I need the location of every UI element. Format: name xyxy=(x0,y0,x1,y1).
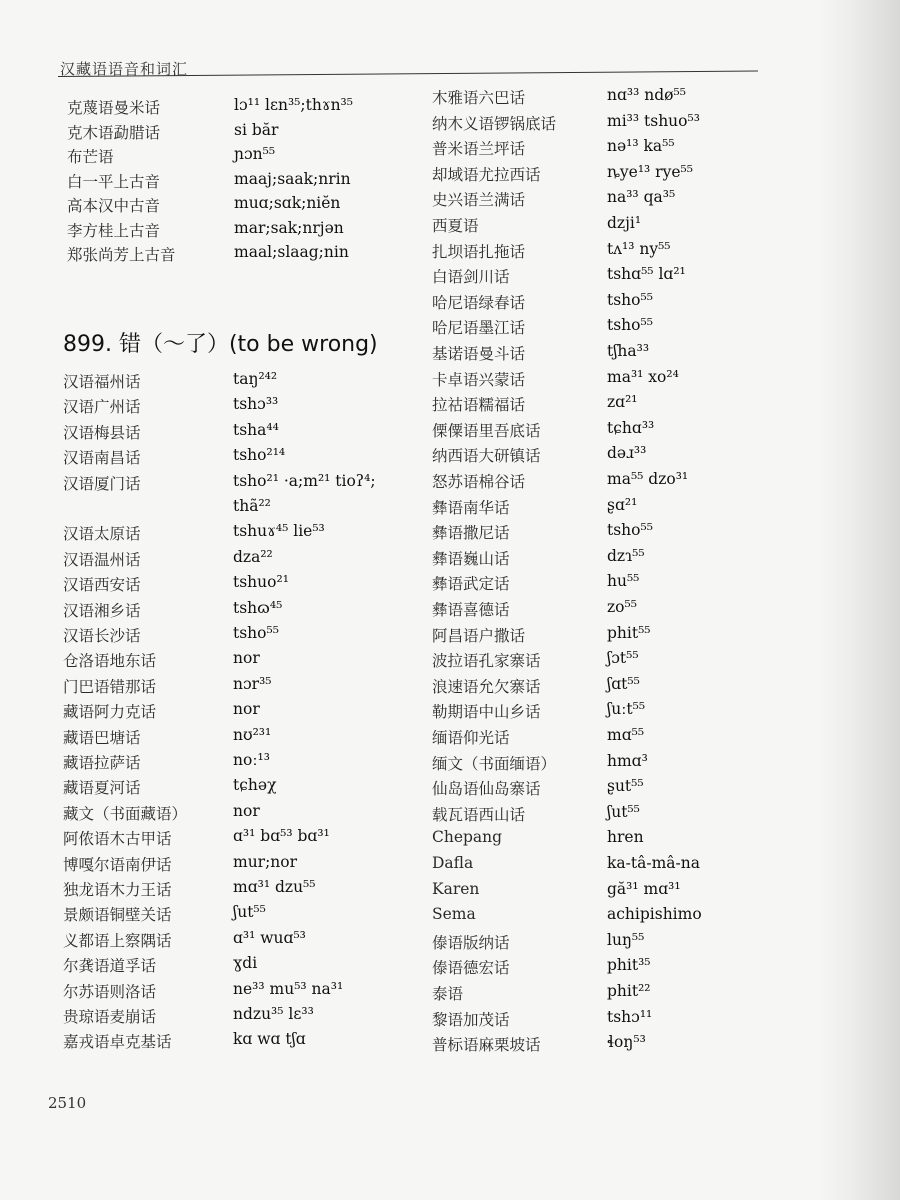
entry-row xyxy=(432,649,832,673)
word-form: ɬoŋ⁵³ xyxy=(607,1033,646,1052)
word-form: ʃɔt⁵⁵ xyxy=(607,649,639,668)
entry-row xyxy=(63,624,463,648)
entry-row xyxy=(67,219,467,243)
language-name: Dafla xyxy=(432,854,474,872)
language-name: 汉语太原话 xyxy=(63,525,141,544)
language-name: 缅语仰光话 xyxy=(432,729,510,747)
language-name: 怒苏语棉谷话 xyxy=(432,473,526,491)
language-name: 克蔑语曼米话 xyxy=(67,99,161,117)
language-name: 普标语麻栗坡话 xyxy=(432,1036,541,1055)
entry-row xyxy=(432,368,832,392)
entry-row xyxy=(432,419,832,443)
word-form: na³³ qa³⁵ xyxy=(607,188,676,207)
word-form: ne³³ mu⁵³ na³¹ xyxy=(233,979,344,998)
language-name: 藏语阿力克话 xyxy=(63,703,157,722)
word-form: taŋ²⁴² xyxy=(233,370,278,388)
language-name: 黎语加茂话 xyxy=(432,1010,510,1029)
language-name: 哈尼语绿春话 xyxy=(432,293,526,312)
word-form: tshuɤ⁴⁵ lie⁵³ xyxy=(233,522,325,541)
language-name: 藏文（书面藏语） xyxy=(63,804,188,823)
word-form: noː¹³ xyxy=(233,751,270,769)
word-form: ɣdi xyxy=(233,954,258,973)
language-name: 彝语武定话 xyxy=(432,575,510,594)
entry-row xyxy=(63,370,463,394)
entry-row xyxy=(67,243,467,267)
entry-row xyxy=(432,700,832,724)
entry-row xyxy=(67,145,467,169)
word-form: tshɔ³³ xyxy=(233,395,279,414)
word-form: zo⁵⁵ xyxy=(607,598,637,616)
entry-row xyxy=(432,1033,832,1057)
word-form: dəɹ³³ xyxy=(607,444,647,463)
word-form: ɑ³¹ wuɑ⁵³ xyxy=(233,928,306,947)
entry-row xyxy=(63,776,463,800)
language-name: 尔龚语道孚话 xyxy=(63,957,157,976)
language-name: 西夏语 xyxy=(432,217,479,235)
entry-row xyxy=(63,675,463,699)
word-form: tsha⁴⁴ xyxy=(233,420,279,439)
word-form: ndzu³⁵ lɛ³³ xyxy=(233,1005,314,1023)
language-name: 彝语撒尼话 xyxy=(432,524,510,543)
entry-row xyxy=(432,444,832,468)
entry-row xyxy=(63,954,463,978)
entry-row xyxy=(432,1008,832,1032)
word-form: nor xyxy=(233,649,260,668)
language-name: 彝语巍山话 xyxy=(432,549,510,568)
language-name: 汉语温州话 xyxy=(63,550,141,569)
word-form: tshuo²¹ xyxy=(233,573,289,592)
language-name: 缅文（书面缅语） xyxy=(432,754,557,773)
entry-row xyxy=(432,316,832,340)
entry-row xyxy=(432,752,832,776)
language-name: 阿侬语木古甲话 xyxy=(63,830,172,849)
word-form: tsho⁵⁵ xyxy=(607,316,653,335)
language-name: 哈尼语墨江话 xyxy=(432,319,526,338)
word-form: tshɷ⁴⁵ xyxy=(233,598,283,617)
language-name: 尔苏语则洛话 xyxy=(63,982,157,1001)
word-form: dzji¹ xyxy=(607,214,642,232)
entry-row xyxy=(63,878,463,902)
language-name: 傈僳语里吾底话 xyxy=(432,421,541,440)
language-name: 汉语福州话 xyxy=(63,373,141,391)
word-form: mi³³ tshuo⁵³ xyxy=(607,111,700,130)
word-form: ʂut⁵⁵ xyxy=(607,777,644,796)
word-form: ɑ³¹ bɑ⁵³ bɑ³¹ xyxy=(233,827,330,846)
language-name: 普米语兰坪话 xyxy=(432,140,526,159)
language-name: Chepang xyxy=(432,828,503,847)
entry-row xyxy=(432,726,832,750)
entry-row xyxy=(432,342,832,366)
language-name: Karen xyxy=(432,879,480,898)
section-title: 899. 错（～了）(to be wrong) xyxy=(63,332,378,357)
language-name: 仙岛语仙岛寨话 xyxy=(432,780,541,799)
running-header: 汉藏语语音和词汇 xyxy=(60,60,189,78)
word-form: mɑ⁵⁵ xyxy=(607,726,645,744)
language-name: 汉语厦门话 xyxy=(63,474,141,493)
entry-row xyxy=(63,395,463,419)
language-name: 纳西语大研镇话 xyxy=(432,447,541,466)
word-form: ma³¹ xo²⁴ xyxy=(607,367,679,386)
entry-row xyxy=(67,194,467,218)
entry-row xyxy=(432,291,832,315)
word-form: ka-tâ-mâ-na xyxy=(607,854,700,872)
entry-row xyxy=(63,827,463,851)
language-name: 汉语广州话 xyxy=(63,398,141,417)
language-name: 汉语西安话 xyxy=(63,576,141,595)
entry-row xyxy=(432,265,832,289)
word-form: ma⁵⁵ dzo³¹ xyxy=(607,470,689,488)
language-name: 傣语版纳话 xyxy=(432,933,510,952)
entry-row xyxy=(432,163,832,187)
entry-row xyxy=(432,777,832,801)
language-name: 载瓦语西山话 xyxy=(432,805,526,824)
entry-row xyxy=(63,700,463,724)
entry-row xyxy=(63,599,463,623)
language-name: 贵琼语麦崩话 xyxy=(63,1008,157,1026)
entry-row xyxy=(63,649,463,673)
language-name: 扎坝语扎拖话 xyxy=(432,242,526,261)
entry-row xyxy=(432,470,832,494)
entry-row xyxy=(67,96,467,120)
language-name: 木雅语六巴话 xyxy=(432,89,526,107)
word-form: gă³¹ mɑ³¹ xyxy=(607,879,681,898)
entry-row xyxy=(63,522,463,546)
language-name: 汉语南昌话 xyxy=(63,449,141,468)
word-form: luŋ⁵⁵ xyxy=(607,930,645,949)
word-form: lɔ¹¹ lɛn³⁵;thɤn³⁵ xyxy=(234,96,353,114)
language-name: 傣语德宏话 xyxy=(432,959,510,978)
language-name: 仓洛语地东话 xyxy=(63,652,157,671)
word-form: hmɑ³ xyxy=(607,751,648,770)
word-form: tsho⁵⁵ xyxy=(607,521,653,540)
word-form: ʃut⁵⁵ xyxy=(233,903,266,922)
language-name: 门巴语错那话 xyxy=(63,677,157,696)
entry-row xyxy=(67,170,467,194)
entry-row xyxy=(63,980,463,1004)
entry-row xyxy=(63,548,463,572)
language-name: 史兴语兰满话 xyxy=(432,191,526,210)
entry-row xyxy=(63,929,463,953)
entry-row xyxy=(432,393,832,417)
word-form: tɕhɑ³³ xyxy=(607,418,655,437)
entry-row-continuation xyxy=(63,497,463,521)
entry-row xyxy=(432,521,832,545)
language-name: 拉祜语糯福话 xyxy=(432,396,526,415)
entry-row xyxy=(63,1030,463,1054)
entry-row xyxy=(63,726,463,750)
entry-row xyxy=(432,828,832,852)
page-number: 2510 xyxy=(48,1094,87,1112)
word-form: ʃuːt⁵⁵ xyxy=(607,700,646,719)
word-form-continuation: thã²² xyxy=(233,497,271,515)
language-name: 汉语长沙话 xyxy=(63,627,141,645)
language-name: 布芒语 xyxy=(67,148,114,166)
entry-row xyxy=(63,573,463,597)
entry-row xyxy=(432,214,832,238)
entry-row xyxy=(432,188,832,212)
entry-row xyxy=(432,854,832,878)
language-name: 克木语勐腊话 xyxy=(67,123,161,142)
word-form: nʊ²³¹ xyxy=(233,725,272,744)
word-form: ʂɑ²¹ xyxy=(607,495,638,514)
word-form: tʃha³³ xyxy=(607,342,650,360)
entry-row xyxy=(63,802,463,826)
language-name: 阿昌语户撒话 xyxy=(432,626,526,645)
entry-row xyxy=(432,572,832,596)
language-name: 浪速语允欠寨话 xyxy=(432,677,541,696)
language-name: 泰语 xyxy=(432,985,464,1003)
entry-row xyxy=(63,853,463,877)
word-form: zɑ²¹ xyxy=(607,393,638,412)
word-form: mɑ³¹ dzu⁵⁵ xyxy=(233,878,316,896)
word-form: dza²² xyxy=(233,547,273,566)
language-name: 彝语喜德话 xyxy=(432,601,510,619)
language-name: 纳木义语锣锅底话 xyxy=(432,114,557,133)
word-form: tshɑ⁵⁵ lɑ²¹ xyxy=(607,265,686,284)
language-name: 彝语南华话 xyxy=(432,498,510,517)
entry-row xyxy=(432,112,832,136)
word-form: tshɔ¹¹ xyxy=(607,1007,653,1026)
word-form: maal;slaag;nin xyxy=(234,243,349,261)
language-name: 却域语尤拉西话 xyxy=(432,165,541,184)
entry-row xyxy=(63,472,463,496)
language-name: 基诺语曼斗话 xyxy=(432,345,526,363)
entry-row xyxy=(432,598,832,622)
language-name: 郑张尚芳上古音 xyxy=(67,246,176,264)
entry-row xyxy=(432,86,832,110)
word-form: tsho⁵⁵ xyxy=(233,624,279,642)
word-form: ȵye¹³ rye⁵⁵ xyxy=(607,162,693,181)
language-name: 李方桂上古音 xyxy=(67,221,161,240)
language-name: 高本汉中古音 xyxy=(67,197,161,215)
entry-row xyxy=(63,1005,463,1029)
entry-row xyxy=(432,956,832,980)
entry-row xyxy=(432,624,832,648)
entry-row xyxy=(432,240,832,264)
entry-row xyxy=(432,905,832,929)
entry-row xyxy=(63,421,463,445)
entry-row xyxy=(432,803,832,827)
word-form: mar;sak;nrjən xyxy=(234,218,344,237)
language-name: 独龙语木力王话 xyxy=(63,881,172,899)
word-form: tsho²¹ ·a;m²¹ tioʔ⁴; xyxy=(233,471,376,490)
entry-row xyxy=(432,982,832,1006)
language-name: 卡卓语兴蒙话 xyxy=(432,370,526,389)
word-form: dzɿ⁵⁵ xyxy=(607,546,645,565)
word-form: phit³⁵ xyxy=(607,956,651,975)
word-form: nor xyxy=(233,801,260,820)
entry-row xyxy=(63,751,463,775)
word-form: nɔr³⁵ xyxy=(233,674,272,693)
word-form: kɑ wɑ tʃɑ xyxy=(233,1030,306,1049)
entry-row xyxy=(432,547,832,571)
language-name: 景颇语铜壁关话 xyxy=(63,906,172,925)
word-form: ʃɑt⁵⁵ xyxy=(607,674,640,693)
word-form: tsho⁵⁵ xyxy=(607,290,653,309)
language-name: 藏语巴塘话 xyxy=(63,728,141,747)
language-name: 藏语拉萨话 xyxy=(63,754,141,772)
language-name: 勒期语中山乡话 xyxy=(432,703,541,722)
word-form: muɑ;sɑk;niĕn xyxy=(234,194,341,212)
entry-row xyxy=(432,880,832,904)
word-form: si băr xyxy=(234,120,279,139)
language-name: 白一平上古音 xyxy=(67,172,161,191)
entry-row xyxy=(432,931,832,955)
entry-row xyxy=(432,675,832,699)
entry-row xyxy=(432,496,832,520)
language-name: 白语剑川话 xyxy=(432,268,510,287)
word-form: achipishimo xyxy=(607,905,702,924)
word-form: mur;nor xyxy=(233,852,298,871)
word-form: nə¹³ ka⁵⁵ xyxy=(607,137,675,156)
language-name: 汉语梅县话 xyxy=(63,423,141,442)
word-form: tʌ¹³ ny⁵⁵ xyxy=(607,239,671,258)
entry-row xyxy=(67,121,467,145)
word-form: phit⁵⁵ xyxy=(607,623,651,642)
language-name: 嘉戎语卓克基话 xyxy=(63,1033,172,1052)
entry-row xyxy=(432,137,832,161)
language-name: Sema xyxy=(432,905,476,924)
word-form: ɲɔn⁵⁵ xyxy=(234,145,276,163)
language-name: 义都语上察隅话 xyxy=(63,931,172,950)
language-name: 波拉语孔家寨话 xyxy=(432,652,541,671)
entry-row xyxy=(63,903,463,927)
word-form: phit²² xyxy=(607,982,651,1000)
word-form: ʃut⁵⁵ xyxy=(607,802,640,821)
language-name: 博嘎尔语南伊话 xyxy=(63,855,172,874)
word-form: hren xyxy=(607,828,644,847)
language-name: 藏语夏河话 xyxy=(63,779,141,798)
page-edge-shadow xyxy=(820,0,900,1200)
word-form: nɑ³³ ndø⁵⁵ xyxy=(607,86,686,104)
language-name: 汉语湘乡话 xyxy=(63,601,141,620)
word-form: hu⁵⁵ xyxy=(607,572,640,591)
entry-row xyxy=(63,446,463,470)
word-form: tsho²¹⁴ xyxy=(233,446,286,465)
word-form: tɕhəχ xyxy=(233,776,277,795)
word-form: nor xyxy=(233,700,260,719)
word-form: maaj;saak;nrin xyxy=(234,169,351,188)
